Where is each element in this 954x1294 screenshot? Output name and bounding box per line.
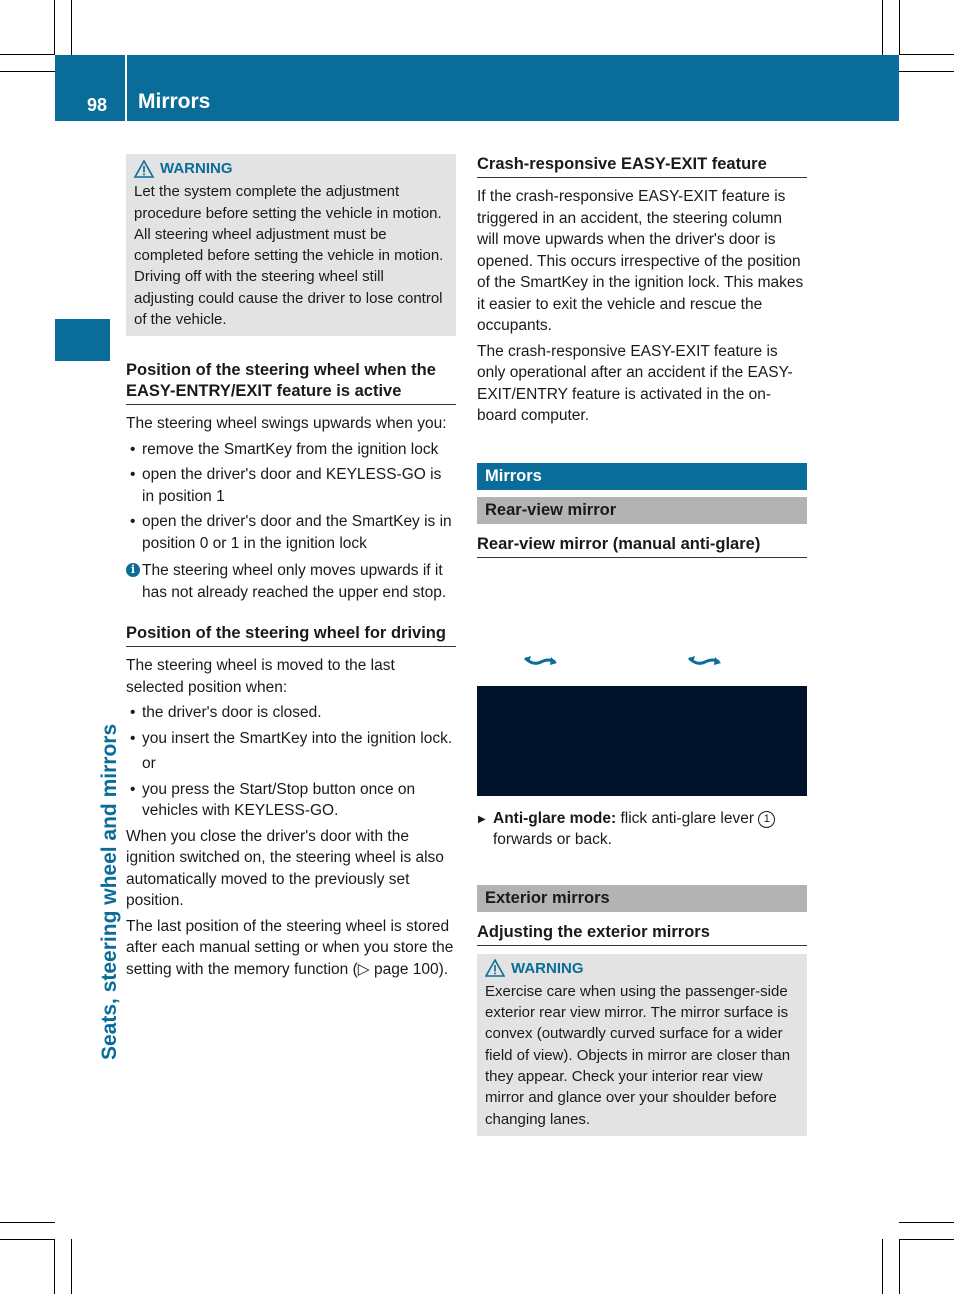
list-item: • you insert the SmartKey into the ignition lock. (126, 728, 456, 750)
crash-para-2: The crash-responsive EASY-EXIT feature is only operational after an accident if the EASY-EXIT/ENTRY feature is activated in the on-board computer. (477, 342, 793, 424)
chapter-tab (55, 319, 110, 361)
crop-mark (899, 0, 900, 55)
warning-text: Let the system complete the adjustment procedure before setting the vehicle in motion. All steering wheel adjustment must be completed before setting the vehicle in motion. Driving off with the steering wheel still adjusting could cause the driver to lose control of the vehicle. (134, 183, 444, 329)
warning-header (134, 158, 448, 179)
warning-header (485, 958, 799, 979)
anti-glare-arrow-icon (687, 652, 723, 672)
crop-mark (0, 54, 55, 55)
info-note (126, 560, 456, 603)
rear-view-heading: Rear-view mirror (manual anti-glare) (477, 534, 807, 558)
crop-mark (0, 1239, 55, 1240)
crop-mark (899, 1239, 900, 1294)
step-tail: forwards or back. (493, 831, 612, 848)
page-number: 98 (87, 95, 108, 115)
crop-mark (899, 54, 954, 55)
exterior-band: Exterior mirrors (477, 885, 807, 912)
driving-heading: Position of the steering wheel for driving (126, 623, 456, 647)
driving-list-2 (126, 779, 456, 822)
step-anti-glare (477, 808, 807, 851)
anti-glare-arrow-icon (523, 652, 559, 672)
warning-text: Exercise care when using the passenger-side exterior rear view mirror. The mirror surface is convex (outwardly curved surface for a wider field of view). Objects in mirror are closer than they appear. Check your interior rear view mirror and glance over your shoulder before changing lanes. (485, 982, 791, 1128)
callout-number: 1 (758, 811, 775, 828)
crop-mark (899, 71, 954, 72)
warning-label: WARNING (160, 160, 233, 177)
chapter-title: Seats, steering wheel and mirrors (98, 723, 121, 1060)
crop-mark (0, 71, 55, 72)
warning-box (477, 954, 807, 1136)
crop-mark (71, 1239, 72, 1294)
step-label: Anti-glare mode: (493, 809, 617, 827)
crop-mark (882, 0, 883, 55)
info-text: The steering wheel only moves upwards if it has not already reached the upper end stop. (142, 562, 447, 601)
right-column (477, 154, 807, 1136)
list-item: • open the driver's door and KEYLESS-GO is in position 1 (126, 464, 456, 507)
warning-box (126, 154, 456, 336)
info-icon: i (126, 563, 140, 577)
left-column (126, 154, 456, 984)
crop-mark (899, 1222, 954, 1223)
driving-intro: The steering wheel is moved to the last selected position when: (126, 657, 395, 696)
crash-para-1: If the crash-responsive EASY-EXIT feature is triggered in an accident, the steering column will move upwards when the driver's door is opened. This occurs irrespective of the position of the SmartKey in the ignition lock. This makes it easier to exit the vehicle and rescue the occupants. (477, 188, 804, 334)
list-item: • open the driver's door and the SmartKey is in position 0 or 1 in the ignition lock (126, 511, 456, 554)
list-item: • the driver's door is closed. (126, 702, 456, 724)
mirrors-band: Mirrors (477, 463, 807, 490)
crop-mark (0, 1222, 55, 1223)
figure-image (477, 686, 807, 796)
rear-view-mirror-figure (477, 566, 807, 796)
easy-entry-intro: The steering wheel swings upwards when you: (126, 415, 447, 433)
exterior-heading: Adjusting the exterior mirrors (477, 922, 807, 946)
section-title: Mirrors (138, 90, 211, 113)
or-text: or (142, 755, 156, 773)
rear-view-band: Rear-view mirror (477, 497, 807, 524)
list-item: • remove the SmartKey from the ignition lock (126, 439, 456, 461)
easy-entry-heading: Position of the steering wheel when the EASY-ENTRY/EXIT feature is active (126, 360, 456, 405)
list-item: • you press the Start/Stop button once on vehicles with KEYLESS-GO. (126, 779, 456, 822)
crash-heading: Crash-responsive EASY-EXIT feature (477, 154, 807, 178)
driving-para-1: When you close the driver's door with the ignition switched on, the steering wheel is also automatically moved to the previously set position. (126, 827, 444, 910)
warning-triangle-icon (134, 160, 154, 178)
easy-entry-list (126, 439, 456, 555)
step-text: flick anti-glare lever (620, 809, 754, 827)
driving-para-2: The last position of the steering wheel is stored after each manual setting or when you store the setting with the memory function (▷ page 100). (126, 917, 454, 978)
driving-list (126, 702, 456, 749)
crop-mark (899, 1239, 954, 1240)
warning-label: WARNING (511, 959, 584, 977)
header-divider (125, 55, 127, 121)
crop-mark (882, 1239, 883, 1294)
crop-mark (54, 1239, 55, 1294)
crop-mark (71, 0, 72, 55)
warning-triangle-icon (485, 959, 505, 977)
crop-mark (54, 0, 55, 55)
